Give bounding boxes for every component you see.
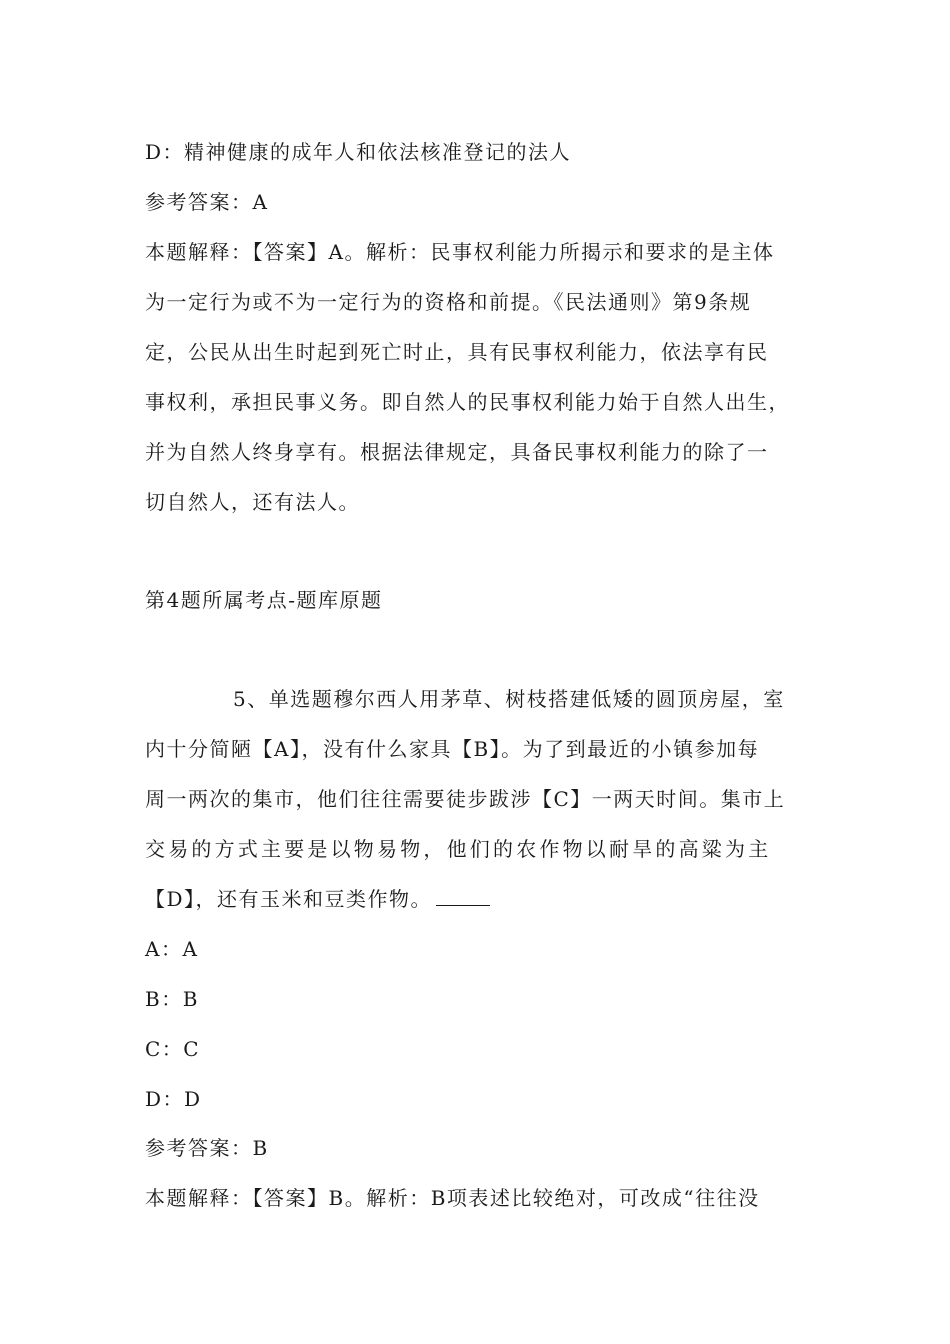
q3-explanation-line: 为一定行为或不为一定行为的资格和前提。《民法通则》第9条规 — [145, 290, 752, 314]
q5-explanation-line: 本题解释：【答案】B。解析：B项表述比较绝对，可改成“往往没 — [145, 1186, 760, 1210]
q5-stem-line: 交易的方式主要是以物易物，他们的农作物以耐旱的高粱为主 — [145, 837, 772, 861]
q3-answer: 参考答案：A — [145, 190, 269, 214]
q5-stem-last-line — [145, 885, 810, 913]
q5-answer: 参考答案：B — [145, 1136, 269, 1160]
q5-stem-line: 【D】，还有玉米和豆类作物。 — [145, 887, 433, 911]
q5-stem-line: 内十分简陋【A】，没有什么家具【B】。为了到最近的小镇参加每 — [145, 737, 760, 761]
q3-explanation-line: 定，公民从出生时起到死亡时止，具有民事权利能力，依法享有民 — [145, 340, 769, 364]
q3-explanation-line: 事权利，承担民事义务。即自然人的民事权利能力始于自然人出生， — [145, 390, 790, 414]
q5-stem-line: 周一两次的集市，他们往往需要徒步跋涉【C】一两天时间。集市上 — [145, 787, 786, 811]
q3-option-d: D：精神健康的成年人和依法核准登记的法人 — [145, 140, 572, 164]
q5-option-d: D：D — [145, 1087, 202, 1111]
q3-explanation-line: 切自然人，还有法人。 — [145, 490, 360, 514]
q4-topic: 第4题所属考点-题库原题 — [145, 588, 383, 612]
q3-explanation-line: 并为自然人终身享有。根据法律规定，具备民事权利能力的除了一 — [145, 440, 769, 464]
q5-option-a: A：A — [145, 937, 199, 961]
q3-explanation-line: 本题解释：【答案】A。解析：民事权利能力所揭示和要求的是主体 — [145, 240, 775, 264]
q5-option-b: B：B — [145, 987, 199, 1011]
q5-stem-line: 5、单选题穆尔西人用茅草、树枝搭建低矮的圆顶房屋，室 — [233, 687, 785, 711]
q5-option-c: C：C — [145, 1037, 201, 1061]
answer-blank — [436, 887, 490, 906]
